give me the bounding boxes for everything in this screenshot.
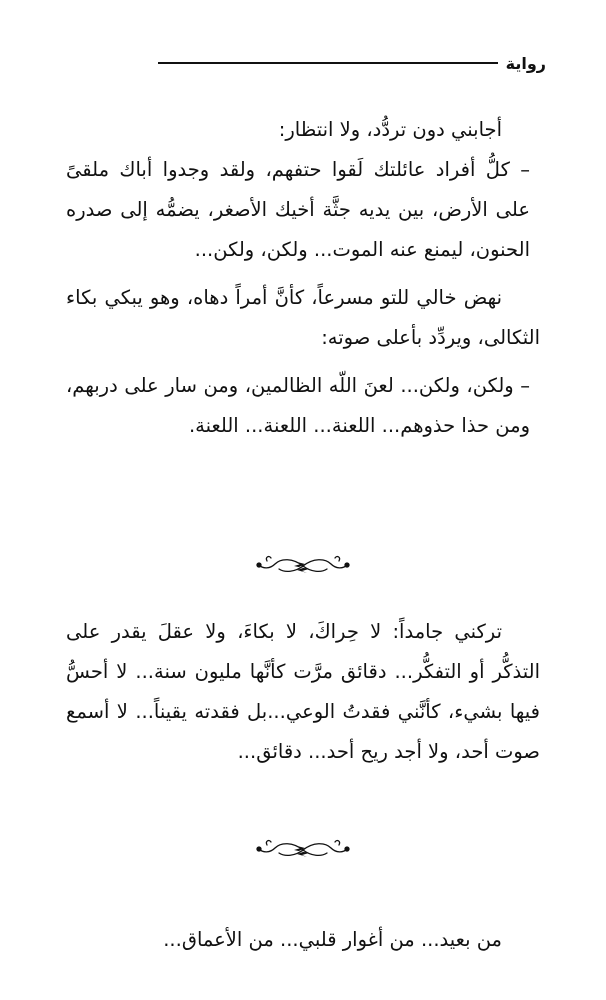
section-three [66,920,540,960]
dialogue-paragraph: – كلُّ أفراد عائلتك لَقوا حتفهم، ولقد وجدوا أباك ملقىً على الأرض، بين يديه جثَّة أخيك الأصغر، يضمُّه إلى صدره الحنون، ليمنع عنه الموت... ولكن، ولكن... [66,158,530,261]
paragraph: أجابني دون تردُّد، ولا انتظار: [278,118,502,141]
section-two [66,612,540,772]
header-rule [158,62,498,64]
section-one [66,110,540,446]
paragraph: من بعيد... من أغوار قلبي... من الأعماق... [163,928,502,951]
floral-scroll-ornament-icon [253,554,353,578]
paragraph: نهض خالي للتو مسرعاً، كأنَّ أمراً دهاه، وهو يبكي بكاء الثكالى، ويردِّد بأعلى صوته: [66,286,540,349]
dialogue-paragraph: – ولكن، ولكن... لعنَ اللّه الظالمين، ومن سار على دربهم، ومن حذا حذوهم... اللعنة... اللعنة... اللعنة. [66,374,530,437]
paragraph: تركني جامداً: لا حِراكَ، لا بكاءَ، ولا عقلَ يقدر على التذكُّر أو التفكُّر... دقائق مرَّت كأنَّها مليون سنة... لا أحسُّ فيها بشيء، كأنَّني فقدتُ الوعي...بل فقدته يقيناً... لا أسمع صوت أحد، ولا أجد ريح أحد... دقائق... [66,620,540,763]
running-header-title: رواية [505,53,546,73]
floral-scroll-ornament-icon [253,838,353,862]
running-header [158,48,546,78]
